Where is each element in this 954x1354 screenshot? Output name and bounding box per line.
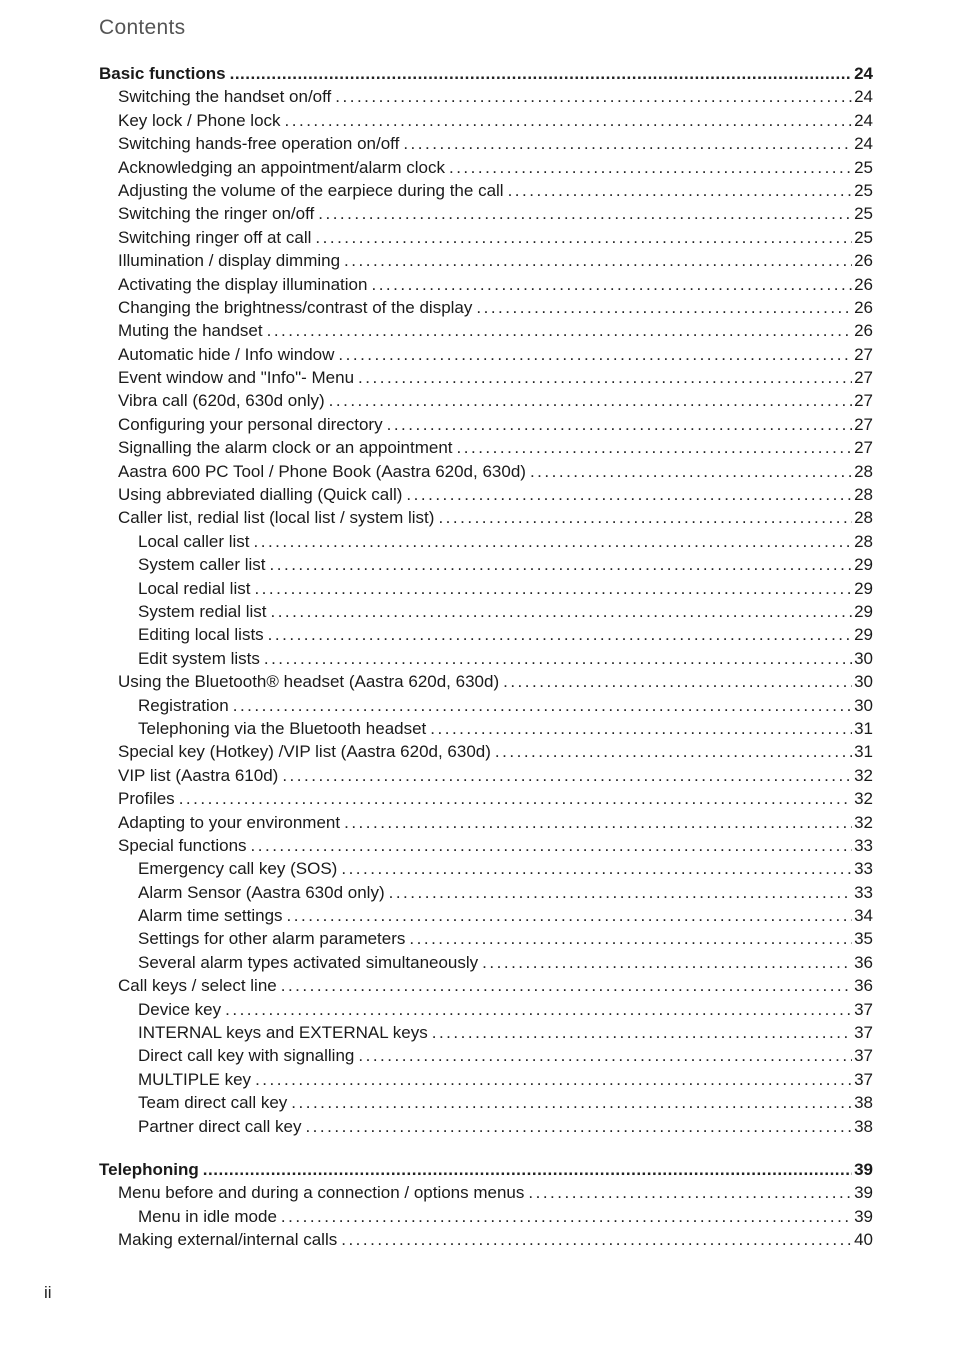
toc-entry[interactable] — [99, 787, 873, 810]
toc-entry-title: Muting the handset — [118, 321, 263, 341]
toc-entry-page: 27 — [854, 391, 873, 411]
toc-entry[interactable] — [99, 834, 873, 857]
toc-entry[interactable] — [99, 553, 873, 576]
toc-entry-title: Emergency call key (SOS) — [138, 859, 338, 879]
toc-entry-title: Basic functions — [99, 64, 226, 83]
dot-leader — [341, 857, 852, 880]
toc-entry[interactable] — [99, 951, 873, 974]
toc-entry-title: Registration — [138, 695, 229, 715]
toc-entry-title: Using abbreviated dialling (Quick call) — [118, 485, 403, 505]
dot-leader — [251, 834, 853, 857]
dot-leader — [267, 319, 852, 342]
toc-entry-title: Acknowledging an appointment/alarm clock — [118, 157, 445, 177]
toc-entry-title: Alarm Sensor (Aastra 630d only) — [138, 882, 385, 902]
toc-entry-page: 25 — [854, 157, 873, 177]
toc-entry[interactable] — [99, 389, 873, 412]
toc-entry-title: Direct call key with signalling — [138, 1046, 355, 1066]
toc-entry-title: Editing local lists — [138, 625, 264, 645]
toc-entry-title: VIP list (Aastra 610d) — [118, 765, 279, 785]
dot-leader — [254, 530, 853, 553]
toc-entry-title: Local caller list — [138, 531, 250, 551]
toc-entry-page: 36 — [854, 976, 873, 996]
toc-entry-page: 32 — [854, 765, 873, 785]
toc-entry-page: 25 — [854, 227, 873, 247]
toc-entry-title: Menu before and during a connection / options menus — [118, 1183, 525, 1203]
dot-leader — [449, 156, 852, 179]
toc-entry[interactable] — [99, 226, 873, 249]
toc-entry-page: 26 — [854, 251, 873, 271]
toc-entry-page: 24 — [854, 87, 873, 107]
toc-entry-title: Key lock / Phone lock — [118, 110, 281, 130]
dot-leader — [409, 927, 852, 950]
dot-leader — [508, 179, 853, 202]
toc-entry[interactable] — [99, 1228, 873, 1251]
dot-leader — [318, 202, 852, 225]
toc-entry-page: 29 — [854, 578, 873, 598]
toc-entry-title: Illumination / display dimming — [118, 251, 341, 271]
toc-entry[interactable] — [99, 811, 873, 834]
page-number: ii — [44, 1283, 52, 1302]
toc-entry-page: 29 — [854, 555, 873, 575]
dot-leader — [389, 881, 852, 904]
dot-leader — [528, 1181, 852, 1204]
dot-leader — [358, 1044, 852, 1067]
toc-entry[interactable] — [99, 623, 873, 646]
toc-entry-page: 28 — [854, 508, 873, 528]
toc-entry-page: 30 — [854, 672, 873, 692]
toc-entry[interactable] — [99, 600, 873, 623]
toc-entry-title: Using the Bluetooth® headset (Aastra 620d, 630d) — [118, 672, 500, 692]
dot-leader — [287, 904, 853, 927]
toc-entry-page: 39 — [854, 1183, 873, 1203]
dot-leader — [338, 343, 852, 366]
dot-leader — [530, 460, 852, 483]
toc-entry[interactable] — [99, 1021, 873, 1044]
toc-entry[interactable] — [99, 647, 873, 670]
dot-leader — [282, 764, 852, 787]
toc-entry-page: 34 — [854, 906, 873, 926]
toc-entry[interactable] — [99, 1044, 873, 1067]
toc-entry[interactable] — [99, 1068, 873, 1091]
toc-entry[interactable] — [99, 319, 873, 342]
toc-entry-page: 26 — [854, 297, 873, 317]
toc-entry-title: Edit system lists — [138, 648, 260, 668]
toc-entry[interactable] — [99, 483, 873, 506]
toc-entry[interactable] — [99, 857, 873, 880]
toc-entry[interactable] — [99, 296, 873, 319]
dot-leader — [495, 740, 852, 763]
dot-leader — [254, 577, 852, 600]
toc-entry-title: MULTIPLE key — [138, 1069, 252, 1089]
dot-leader — [233, 694, 852, 717]
toc-entry-page: 32 — [854, 789, 873, 809]
toc-entry-title: Switching the handset on/off — [118, 87, 332, 107]
dot-leader — [270, 600, 852, 623]
dot-leader — [225, 998, 852, 1021]
toc-entry-title: Special key (Hotkey) /VIP list (Aastra 620d, 630d) — [118, 742, 491, 762]
toc-entry-page: 33 — [854, 859, 873, 879]
dot-leader — [344, 249, 852, 272]
toc-entry-title: Making external/internal calls — [118, 1230, 338, 1250]
toc-entry-title: Event window and "Info"- Menu — [118, 368, 355, 388]
toc-entry[interactable] — [99, 273, 873, 296]
toc-entry[interactable] — [99, 717, 873, 740]
toc-entry-page: 28 — [854, 531, 873, 551]
toc-entry-title: Signalling the alarm clock or an appointment — [118, 438, 453, 458]
toc-entry[interactable] — [99, 343, 873, 366]
toc-entry[interactable] — [99, 904, 873, 927]
toc-entry[interactable] — [99, 1091, 873, 1114]
dot-leader — [457, 436, 853, 459]
toc-entry-page: 27 — [854, 438, 873, 458]
dot-leader — [179, 787, 852, 810]
toc-entry-page: 29 — [854, 625, 873, 645]
toc-entry-page: 40 — [854, 1230, 873, 1250]
dot-leader — [403, 132, 852, 155]
toc-entry-page: 31 — [854, 742, 873, 762]
toc-entry-title: Vibra call (620d, 630d only) — [118, 391, 325, 411]
toc-section-heading[interactable] — [99, 62, 873, 85]
toc-entry-page: 29 — [854, 601, 873, 621]
toc-entry-title: Device key — [138, 999, 222, 1019]
toc-entry-page: 24 — [854, 110, 873, 130]
toc-entry-title: Partner direct call key — [138, 1116, 302, 1136]
dot-leader — [482, 951, 852, 974]
toc-entry-page: 33 — [854, 882, 873, 902]
toc-entry[interactable] — [99, 413, 873, 436]
toc-entry-title: Configuring your personal directory — [118, 414, 383, 434]
dot-leader — [203, 1158, 852, 1181]
toc-entry[interactable] — [99, 670, 873, 693]
toc-entry-page: 25 — [854, 180, 873, 200]
toc-entry-page: 39 — [854, 1206, 873, 1226]
toc-entry-title: Team direct call key — [138, 1093, 288, 1113]
dot-leader — [430, 717, 852, 740]
toc-entry[interactable] — [99, 109, 873, 132]
toc-entry-page: 27 — [854, 414, 873, 434]
toc-entry-page: 37 — [854, 1069, 873, 1089]
toc-entry-page: 28 — [854, 461, 873, 481]
toc-entry[interactable] — [99, 156, 873, 179]
dot-leader — [270, 553, 853, 576]
dot-leader — [476, 296, 852, 319]
toc-entry[interactable] — [99, 460, 873, 483]
toc-entry-title: Switching hands-free operation on/off — [118, 134, 400, 154]
toc-entry-page: 37 — [854, 1023, 873, 1043]
toc-entry-title: Special functions — [118, 835, 247, 855]
toc-entry[interactable] — [99, 179, 873, 202]
toc-entry-page: 39 — [854, 1159, 873, 1179]
toc-entry-page: 31 — [854, 718, 873, 738]
dot-leader — [268, 623, 852, 646]
toc-entry-title: Menu in idle mode — [138, 1206, 277, 1226]
toc-entry-page: 37 — [854, 999, 873, 1019]
toc-entry-title: Profiles — [118, 789, 175, 809]
toc-entry-page: 26 — [854, 274, 873, 294]
toc-entry-title: Automatic hide / Info window — [118, 344, 335, 364]
toc-entry-page: 25 — [854, 204, 873, 224]
toc-entry-page: 24 — [854, 134, 873, 154]
dot-leader — [387, 413, 852, 436]
toc-entry-page: 35 — [854, 929, 873, 949]
toc-entry-title: Several alarm types activated simultaneously — [138, 952, 479, 972]
table-of-contents — [99, 62, 873, 1252]
toc-entry-page: 24 — [854, 64, 873, 83]
dot-leader — [291, 1091, 852, 1114]
toc-entry[interactable] — [99, 974, 873, 997]
toc-entry-title: Caller list, redial list (local list / system list) — [118, 508, 435, 528]
toc-entry[interactable] — [99, 436, 873, 459]
toc-entry[interactable] — [99, 927, 873, 950]
toc-entry-page: 27 — [854, 344, 873, 364]
toc-entry[interactable] — [99, 1181, 873, 1204]
dot-leader — [285, 109, 853, 132]
toc-entry-page: 26 — [854, 321, 873, 341]
toc-entry-title: Adjusting the volume of the earpiece during the call — [118, 180, 504, 200]
toc-entry-title: System redial list — [138, 601, 267, 621]
toc-entry-title: Telephoning via the Bluetooth headset — [138, 718, 427, 738]
dot-leader — [438, 506, 852, 529]
toc-entry-title: Telephoning — [99, 1159, 199, 1179]
dot-leader — [503, 670, 852, 693]
dot-leader — [230, 62, 852, 85]
toc-entry-title: Changing the brightness/contrast of the display — [118, 297, 473, 317]
dot-leader — [329, 389, 852, 412]
toc-entry-title: Aastra 600 PC Tool / Phone Book (Aastra 620d, 630d) — [118, 461, 526, 481]
toc-entry[interactable] — [99, 881, 873, 904]
toc-entry[interactable] — [99, 85, 873, 108]
dot-leader — [315, 226, 852, 249]
toc-entry-page: 30 — [854, 648, 873, 668]
toc-entry-title: Adapting to your environment — [118, 812, 341, 832]
dot-leader — [305, 1115, 852, 1138]
toc-entry[interactable] — [99, 132, 873, 155]
toc-entry[interactable] — [99, 249, 873, 272]
toc-entry-page: 38 — [854, 1093, 873, 1113]
toc-entry[interactable] — [99, 998, 873, 1021]
toc-entry[interactable] — [99, 764, 873, 787]
toc-entry-page: 32 — [854, 812, 873, 832]
toc-entry[interactable] — [99, 577, 873, 600]
toc-entry[interactable] — [99, 694, 873, 717]
toc-entry-page: 27 — [854, 368, 873, 388]
dot-leader — [406, 483, 852, 506]
dot-leader — [335, 85, 852, 108]
dot-leader — [281, 974, 852, 997]
toc-entry[interactable] — [99, 1205, 873, 1228]
toc-entry[interactable] — [99, 1115, 873, 1138]
toc-entry-page: 37 — [854, 1046, 873, 1066]
toc-entry-title: Switching the ringer on/off — [118, 204, 315, 224]
toc-entry[interactable] — [99, 740, 873, 763]
dot-leader — [344, 811, 852, 834]
toc-entry[interactable] — [99, 506, 873, 529]
toc-entry-page: 36 — [854, 952, 873, 972]
toc-entry[interactable] — [99, 366, 873, 389]
toc-entry-title: Call keys / select line — [118, 976, 277, 996]
dot-leader — [341, 1228, 852, 1251]
toc-entry-title: Alarm time settings — [138, 906, 283, 926]
toc-section-heading[interactable] — [99, 1158, 873, 1181]
toc-entry-title: Local redial list — [138, 578, 251, 598]
page-title: Contents — [99, 16, 186, 39]
toc-entry-title: Switching ringer off at call — [118, 227, 312, 247]
toc-entry-title: Activating the display illumination — [118, 274, 368, 294]
dot-leader — [264, 647, 852, 670]
dot-leader — [371, 273, 852, 296]
toc-entry-page: 30 — [854, 695, 873, 715]
dot-leader — [358, 366, 852, 389]
toc-entry-title: INTERNAL keys and EXTERNAL keys — [138, 1023, 428, 1043]
dot-leader — [281, 1205, 852, 1228]
toc-entry-page: 33 — [854, 835, 873, 855]
dot-leader — [255, 1068, 852, 1091]
toc-entry-title: System caller list — [138, 555, 266, 575]
toc-entry-title: Settings for other alarm parameters — [138, 929, 406, 949]
dot-leader — [432, 1021, 852, 1044]
toc-entry[interactable] — [99, 530, 873, 553]
toc-entry[interactable] — [99, 202, 873, 225]
toc-entry-page: 38 — [854, 1116, 873, 1136]
toc-entry-page: 28 — [854, 485, 873, 505]
